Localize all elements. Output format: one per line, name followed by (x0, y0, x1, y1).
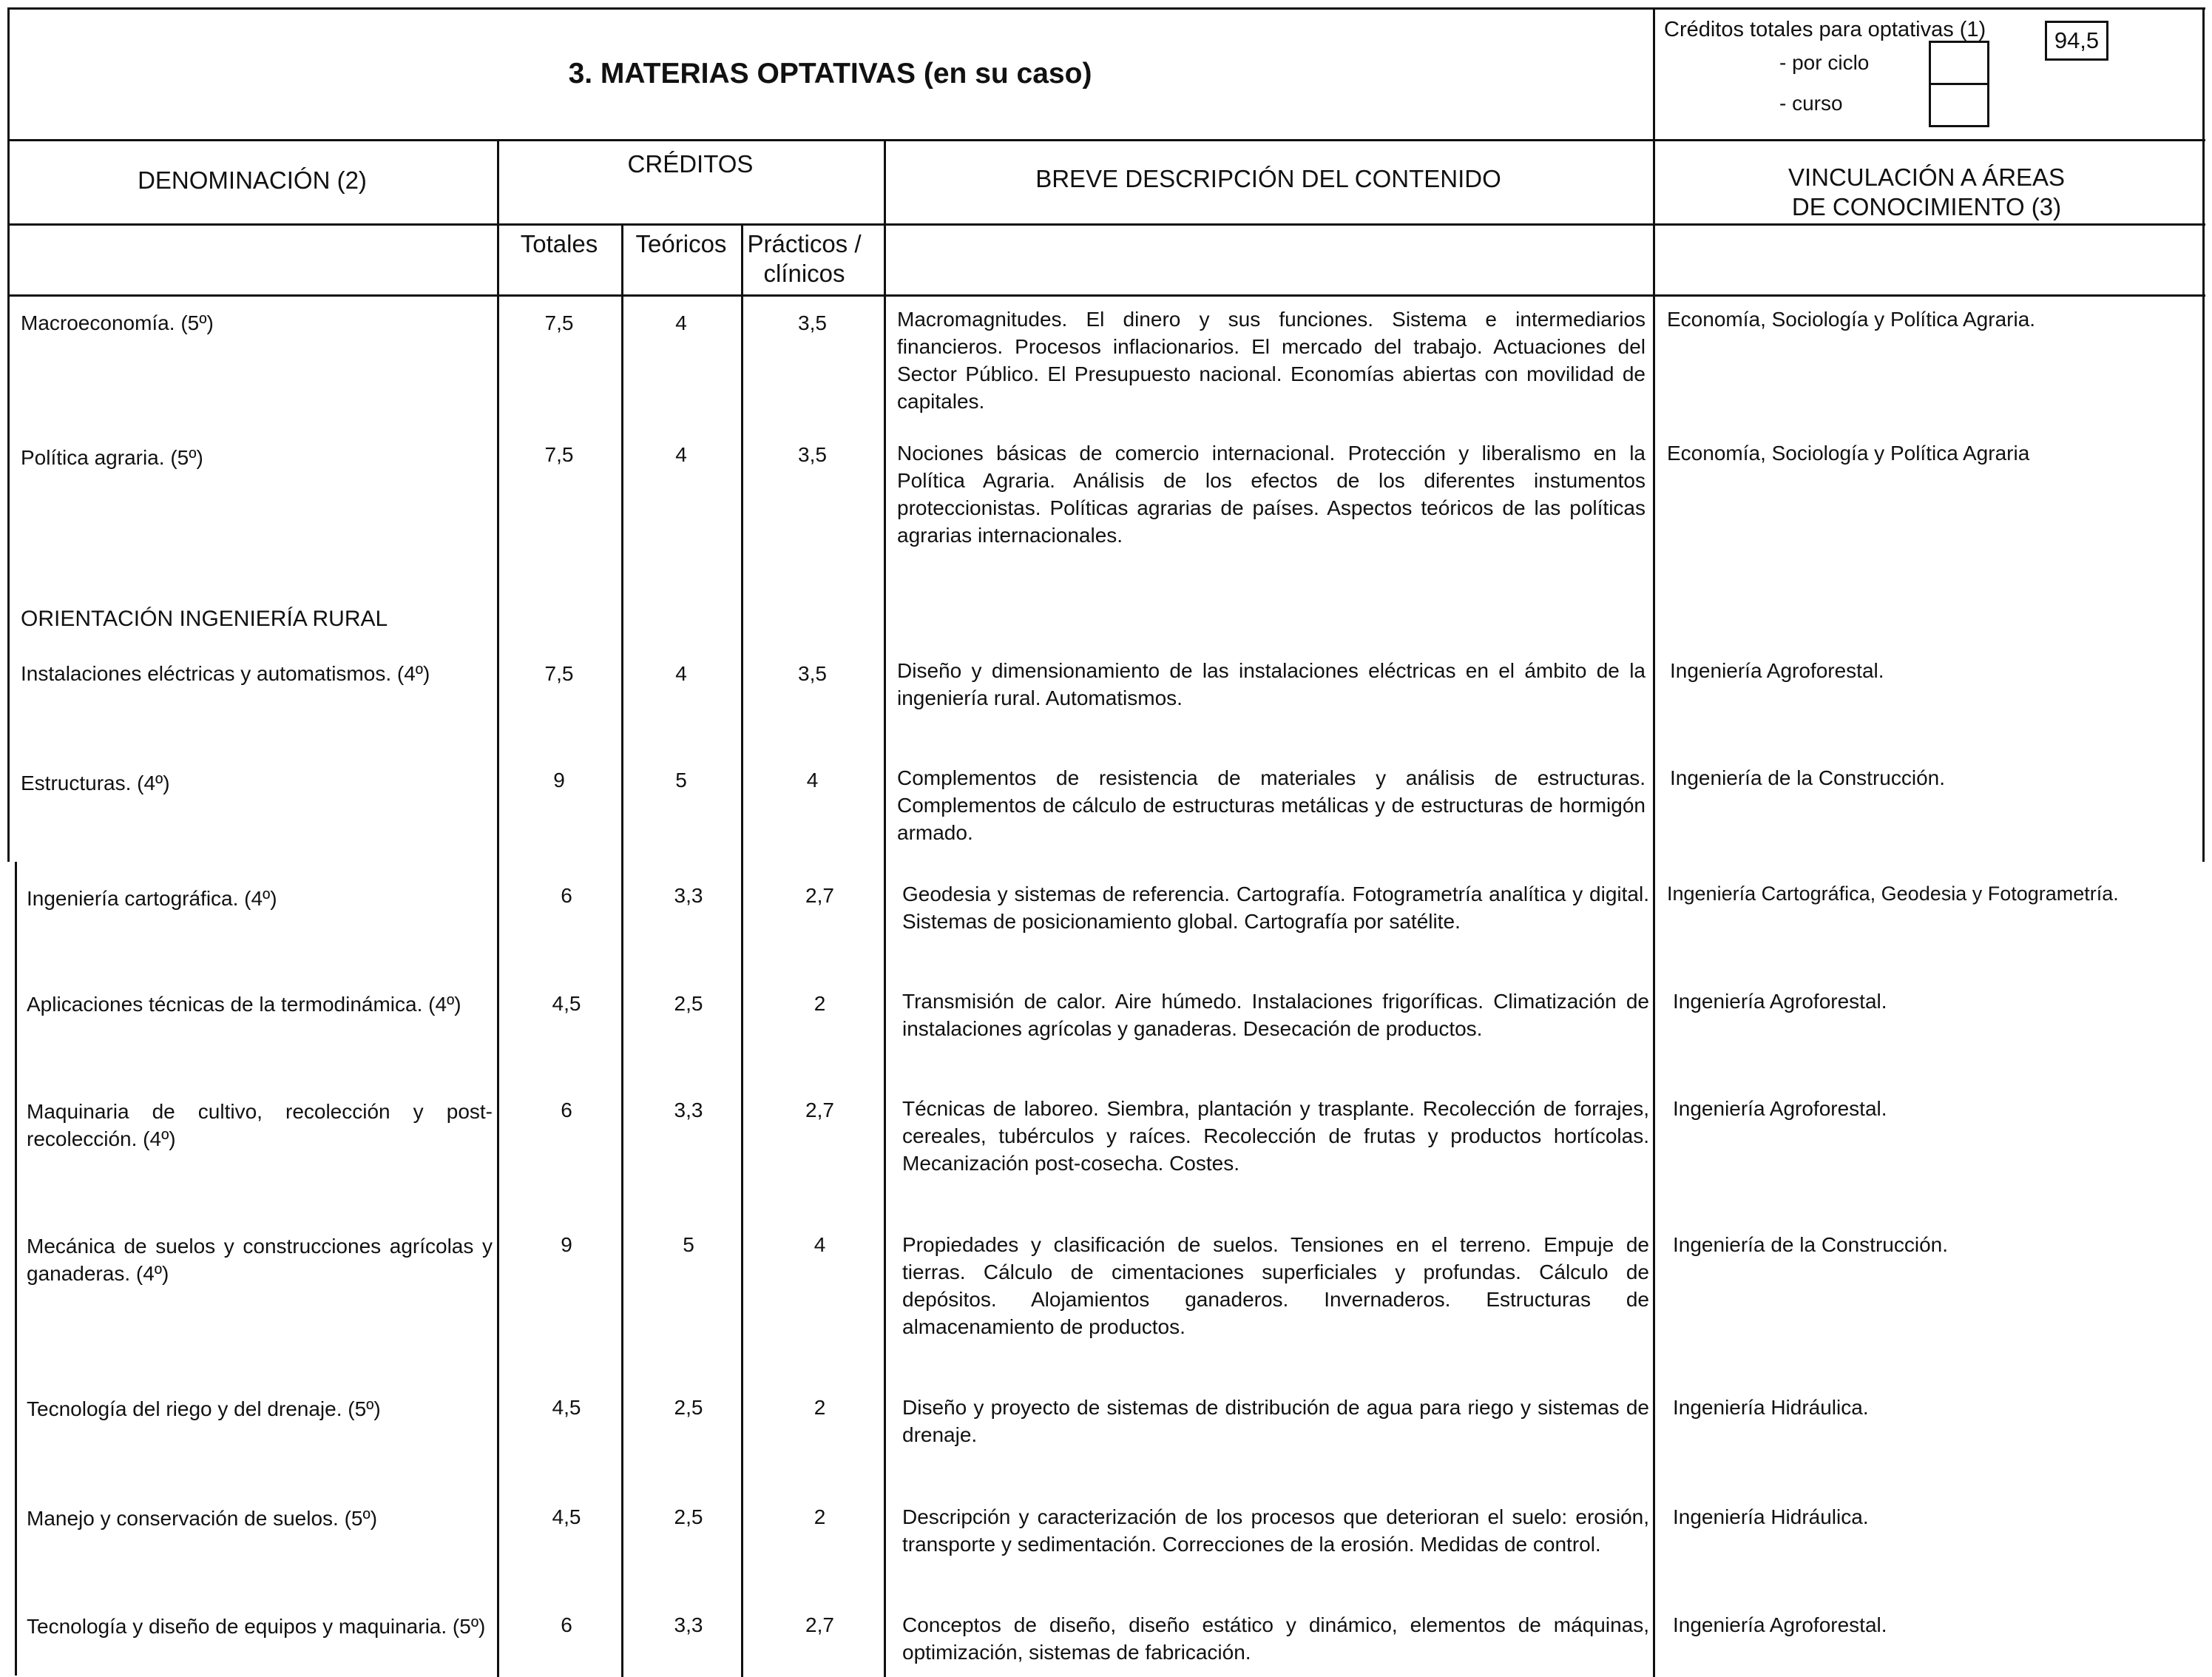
row-practicos: 2,7 (805, 1613, 834, 1636)
row-description: Descripción y caracterización de los procesos que deterioran el suelo: erosión, transporte y sedimentación. Correcciones de la erosión. Medidas de control. (902, 1505, 1649, 1556)
row-teoricos: 2,5 (674, 1396, 703, 1419)
row-totales: 4,5 (552, 1505, 581, 1528)
col-header-descripcion: BREVE DESCRIPCIÓN DEL CONTENIDO (1035, 165, 1501, 192)
table-right-border (2202, 7, 2205, 862)
row-area: Ingeniería Agroforestal. (1670, 659, 1884, 682)
row-teoricos: 3,3 (674, 884, 703, 907)
col-header-practicos: Prácticos / clínicos (747, 230, 862, 287)
row-totales: 4,5 (552, 1396, 581, 1419)
row-teoricos: 3,3 (674, 1613, 703, 1636)
row-area: Ingeniería Hidráulica. (1673, 1505, 1869, 1528)
row-practicos: 2 (814, 1396, 826, 1419)
col-header-denominacion: DENOMINACIÓN (2) (138, 166, 367, 194)
col-header-teoricos: Teóricos (635, 230, 727, 257)
credits-total-label: Créditos totales para optativas (1) (1664, 18, 1986, 41)
row-description: Complementos de resistencia de materiales y análisis de estructuras. Complementos de cálculo de estructuras metálicas y de estructuras de hormigón armado. (897, 766, 1646, 844)
row-practicos: 2 (814, 992, 826, 1015)
table-top-border (7, 7, 2205, 10)
row-practicos: 2,7 (805, 1099, 834, 1121)
row-totales: 9 (553, 769, 565, 792)
row-totales: 7,5 (544, 311, 574, 334)
column-header-divider (7, 223, 2205, 226)
section-heading: ORIENTACIÓN INGENIERÍA RURAL (21, 607, 388, 631)
row-teoricos: 3,3 (674, 1099, 703, 1121)
row-practicos: 2 (814, 1505, 826, 1528)
row-name: Ingeniería cartográfica. (4º) (27, 887, 277, 910)
row-area: Ingeniería de la Construcción. (1670, 766, 1945, 789)
row-teoricos: 2,5 (674, 992, 703, 1015)
row-totales: 6 (561, 1613, 572, 1636)
row-practicos: 3,5 (798, 311, 827, 334)
row-name: Mecánica de suelos y construcciones agrícolas y ganaderas. (4º) (27, 1235, 493, 1285)
subheader-bottom-border (7, 294, 2205, 297)
row-totales: 4,5 (552, 992, 581, 1015)
row-teoricos: 5 (675, 769, 687, 792)
table-left-border-lower (15, 862, 17, 1676)
row-name: Manejo y conservación de suelos. (5º) (27, 1507, 378, 1530)
row-description: Diseño y proyecto de sistemas de distribución de agua para riego y sistemas de drenaje. (902, 1396, 1649, 1446)
row-teoricos: 4 (675, 662, 687, 685)
row-teoricos: 2,5 (674, 1505, 703, 1528)
row-description: Nociones básicas de comercio internacional. Protección y liberalismo en la Política Agraria. Análisis de los efectos de los diferentes instumentos proteccionistas. Políticas agrarias de países. Aspectos teóricos de las políticas agrarias internacionales. (897, 442, 1646, 547)
row-name: Estructuras. (4º) (21, 772, 170, 794)
row-description: Diseño y dimensionamiento de las instalaciones eléctricas en el ámbito de la ingeniería rural. Automatismos. (897, 659, 1646, 709)
row-description: Propiedades y clasificación de suelos. Tensiones en el terreno. Empuje de tierras. Cálculo de cimentaciones superficiales y profundas. Cálculo de depósitos. Alojamientos ganaderos. Invernaderos. Estructuras de almacenamiento de productos. (902, 1233, 1649, 1338)
table-left-border (7, 7, 10, 862)
row-practicos: 2,7 (805, 884, 834, 907)
row-description: Macromagnitudes. El dinero y sus funciones. Sistema e intermediarios financieros. Procesos inflacionarios. El mercado del trabajo. Actuaciones del Sector Público. El Presupuesto nacional. Economías abiertas con movilidad de capitales. (897, 308, 1646, 413)
row-name: Política agraria. (5º) (21, 446, 203, 469)
row-practicos: 4 (806, 769, 819, 792)
row-totales: 6 (561, 884, 572, 907)
row-name: Maquinaria de cultivo, recolección y post-recolección. (4º) (27, 1100, 493, 1150)
row-totales: 6 (561, 1099, 572, 1121)
curso-label: - curso (1779, 92, 1843, 115)
row-teoricos: 5 (683, 1233, 694, 1256)
row-teoricos: 4 (675, 443, 687, 466)
row-area: Economía, Sociología y Política Agraria. (1667, 308, 2036, 331)
row-area: Ingeniería de la Construcción. (1673, 1233, 1948, 1256)
row-area: Ingeniería Hidráulica. (1673, 1396, 1869, 1419)
por-ciclo-label: - por ciclo (1779, 51, 1870, 74)
col-header-totales: Totales (520, 230, 598, 257)
col-header-vinculacion: VINCULACIÓN A ÁREAS DE CONOCIMIENTO (3) (1787, 163, 2066, 220)
row-name: Macroeconomía. (5º) (21, 311, 214, 334)
page-title: 3. MATERIAS OPTATIVAS (en su caso) (568, 58, 1092, 90)
row-area: Ingeniería Agroforestal. (1673, 1097, 1887, 1120)
row-name: Tecnología y diseño de equipos y maquinaria. (5º) (27, 1615, 486, 1638)
por-ciclo-box (1929, 41, 1989, 85)
row-practicos: 4 (814, 1233, 826, 1256)
row-name: Instalaciones eléctricas y automatismos. (4º) (21, 662, 430, 685)
row-description: Transmisión de calor. Aire húmedo. Instalaciones frigoríficas. Climatización de instalaciones agrícolas y ganaderas. Desecación de productos. (902, 990, 1649, 1040)
row-name: Tecnología del riego y del drenaje. (5º) (27, 1397, 381, 1420)
row-area: Ingeniería Agroforestal. (1673, 990, 1887, 1013)
row-totales: 7,5 (544, 662, 574, 685)
row-description: Conceptos de diseño, diseño estático y dinámico, elementos de máquinas, optimización, sistemas de fabricación. (902, 1613, 1649, 1664)
col-header-creditos: CRÉDITOS (627, 150, 754, 178)
row-totales: 7,5 (544, 443, 574, 466)
row-name: Aplicaciones técnicas de la termodinámica. (4º) (27, 993, 461, 1016)
row-description: Geodesia y sistemas de referencia. Cartografía. Fotogrametría analítica y digital. Sistemas de posicionamiento global. Cartografía por satélite. (902, 883, 1649, 933)
col-divider-denominacion (497, 139, 499, 1677)
row-practicos: 3,5 (798, 443, 827, 466)
credits-total-value: 94,5 (2054, 27, 2100, 53)
header-bottom-border (7, 139, 2205, 141)
row-area: Economía, Sociología y Política Agraria (1667, 442, 2030, 465)
curso-box (1929, 83, 1989, 127)
row-teoricos: 4 (675, 311, 687, 334)
row-description: Técnicas de laboreo. Siembra, plantación y trasplante. Recolección de forrajes, cereales, tubérculos y raíces. Recolección de frutas y productos hortícolas. Mecanización post-cosecha. Costes. (902, 1097, 1649, 1175)
row-practicos: 3,5 (798, 662, 827, 685)
row-totales: 9 (561, 1233, 572, 1256)
row-area: Ingeniería Cartográfica, Geodesia y Fotogrametría. (1667, 883, 2119, 905)
row-area: Ingeniería Agroforestal. (1673, 1613, 1887, 1636)
col-divider-descripcion (1653, 7, 1655, 1677)
